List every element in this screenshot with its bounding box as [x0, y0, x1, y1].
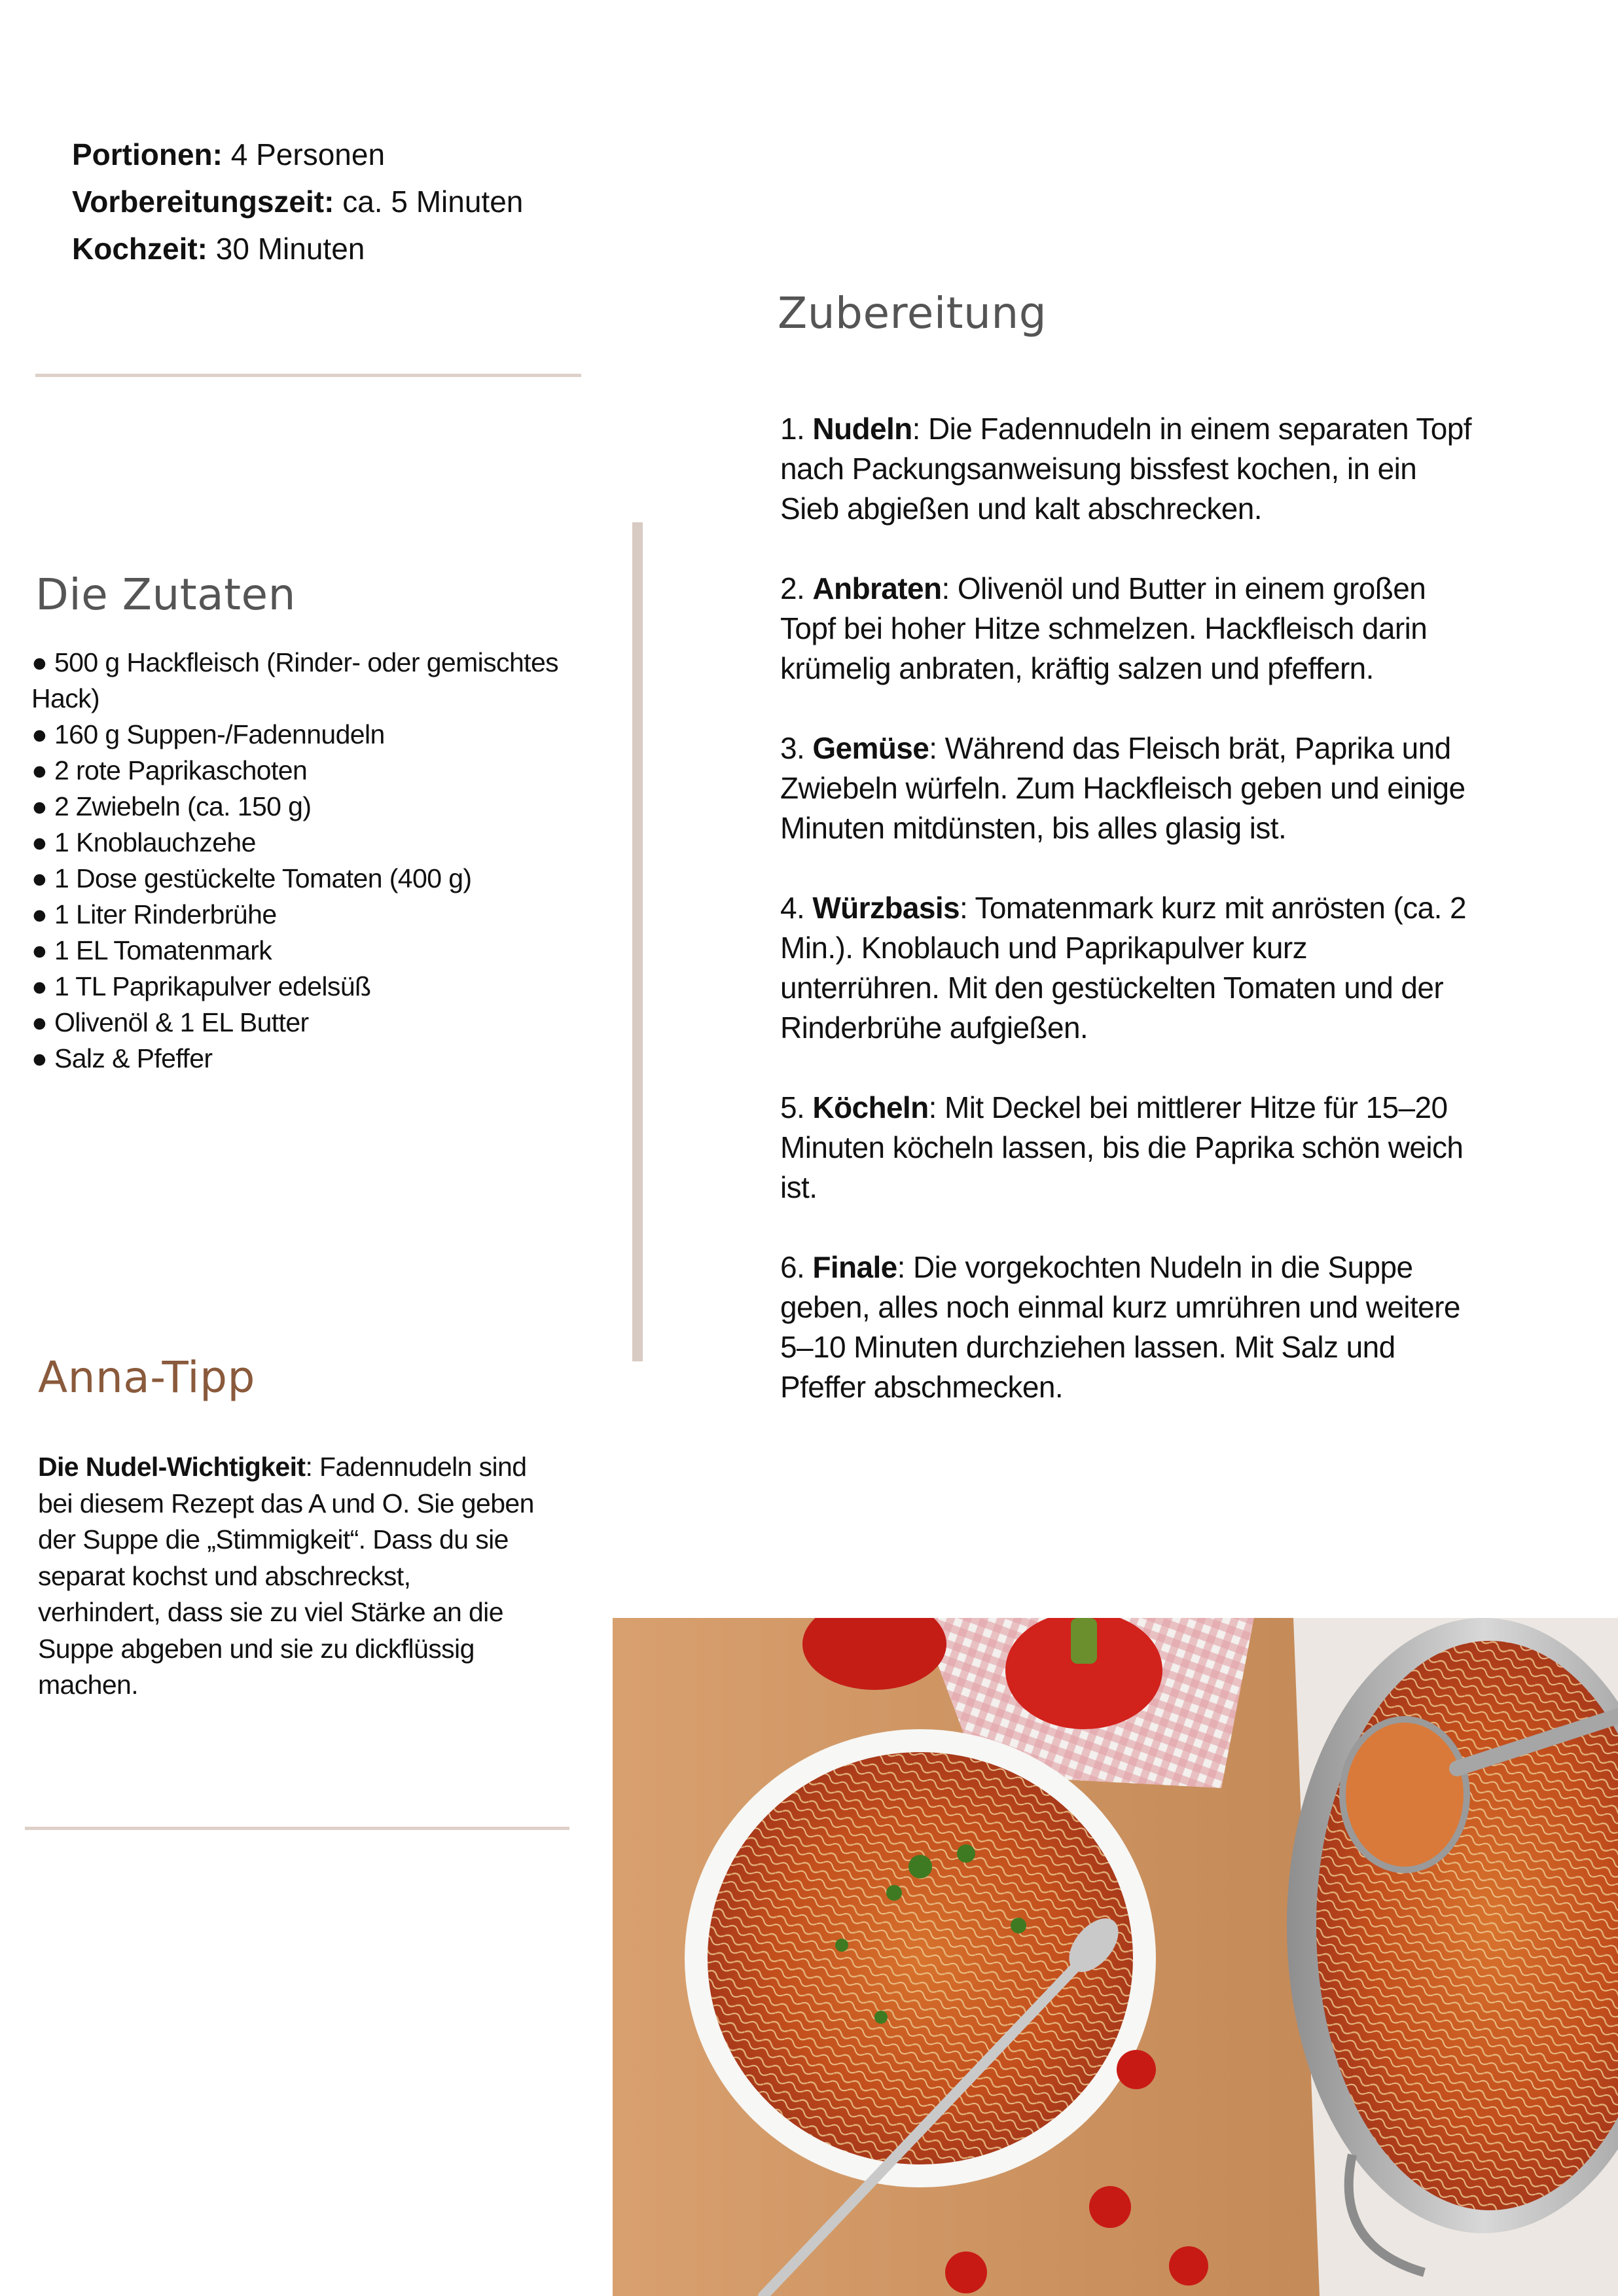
- step-number: 3.: [780, 731, 813, 765]
- preparation-heading: Zubereitung: [778, 288, 1047, 338]
- ingredient-item: ● 160 g Suppen-/Fadennudeln: [31, 719, 385, 749]
- step-text: : Olivenöl und Butter in einem großen Topf bei hoher Hitze schmelzen. Hackfleisch darin krümelig anbraten, kräftig salzen und pfeffern.: [780, 571, 1428, 685]
- step-text: : Die Fadennudeln in einem separaten Topf nach Packungsanweisung bissfest kochen, in ein Sieb abgießen und kalt abschrecken.: [780, 412, 1471, 526]
- cook-time-label: Kochzeit:: [72, 232, 207, 266]
- ingredient-item: ● 1 Dose gestückelte Tomaten (400 g): [31, 863, 472, 893]
- tip-text: [38, 1449, 535, 1704]
- step-number: 6.: [780, 1250, 813, 1284]
- ingredient-item: ● 2 Zwiebeln (ca. 150 g): [31, 791, 312, 821]
- tip-body: : Fadennudeln sind bei diesem Rezept das A und O. Sie geben der Suppe die „Stimmigkeit“. Dass du sie separat kochst und abschreckst, verhindert, dass sie zu viel Stärke an die Suppe abgeben und sie zu dickflüssig machen.: [38, 1452, 534, 1700]
- step-title: Würzbasis: [812, 891, 960, 925]
- ingredient-item: ● 2 rote Paprikaschoten: [31, 755, 308, 785]
- prep-time-value: ca. 5 Minuten: [334, 185, 524, 219]
- servings-value: 4 Personen: [222, 137, 386, 171]
- soup-photo-illustration: [613, 1618, 1618, 2296]
- step-number: 1.: [780, 412, 813, 446]
- ingredient-item: ● 1 Liter Rinderbrühe: [31, 899, 277, 929]
- ingredients-list: [31, 645, 588, 1077]
- step-title: Finale: [812, 1250, 897, 1284]
- step-title: Nudeln: [812, 412, 912, 446]
- step-item: [780, 409, 1474, 529]
- divider-top: [35, 374, 581, 377]
- servings-line: [72, 131, 523, 178]
- preparation-steps: [780, 409, 1474, 1447]
- recipe-meta: [72, 131, 523, 272]
- step-number: 5.: [780, 1090, 813, 1124]
- cook-time-value: 30 Minuten: [207, 232, 365, 266]
- step-title: Anbraten: [812, 571, 942, 605]
- step-number: 4.: [780, 891, 813, 925]
- ingredient-item: ● Salz & Pfeffer: [31, 1043, 213, 1073]
- ingredient-item: ● 1 TL Paprikapulver edelsüß: [31, 971, 371, 1001]
- soup-photo: [613, 1618, 1618, 2296]
- step-title: Gemüse: [812, 731, 929, 765]
- step-text: : Tomatenmark kurz mit anrösten (ca. 2 Min.). Knoblauch und Paprikapulver kurz unterrühren. Mit den gestückelten Tomaten und der Rinderbrühe aufgießen.: [780, 891, 1466, 1045]
- tip-title: Die Nudel-Wichtigkeit: [38, 1452, 306, 1482]
- ingredient-item: ● 1 EL Tomatenmark: [31, 935, 272, 965]
- prep-time-line: [72, 178, 523, 225]
- ingredient-item: ● Olivenöl & 1 EL Butter: [31, 1007, 309, 1037]
- cook-time-line: [72, 225, 523, 272]
- prep-time-label: Vorbereitungszeit:: [72, 185, 334, 219]
- tip-heading: Anna-Tipp: [38, 1352, 255, 1403]
- step-item: [780, 1247, 1474, 1407]
- step-item: [780, 888, 1474, 1048]
- servings-label: Portionen:: [72, 137, 223, 171]
- ingredient-item: ● 500 g Hackfleisch (Rinder- oder gemischtes Hack): [31, 647, 559, 713]
- step-number: 2.: [780, 571, 813, 605]
- step-item: [780, 1088, 1474, 1208]
- step-text: : Während das Fleisch brät, Paprika und Zwiebeln würfeln. Zum Hackfleisch geben und einige Minuten mitdünsten, bis alles glasig ist.: [780, 731, 1465, 845]
- step-item: [780, 569, 1474, 689]
- step-title: Köcheln: [812, 1090, 929, 1124]
- ingredients-heading: Die Zutaten: [35, 569, 296, 620]
- ingredient-item: ● 1 Knoblauchzehe: [31, 827, 256, 857]
- step-text: : Mit Deckel bei mittlerer Hitze für 15–20 Minuten köcheln lassen, bis die Paprika schön weich ist.: [780, 1090, 1464, 1204]
- step-item: [780, 728, 1474, 848]
- divider-bottom: [25, 1827, 569, 1830]
- step-text: : Die vorgekochten Nudeln in die Suppe geben, alles noch einmal kurz umrühren und weitere 5–10 Minuten durchziehen lassen. Mit Salz und Pfeffer abschmecken.: [780, 1250, 1460, 1404]
- column-divider: [632, 522, 643, 1361]
